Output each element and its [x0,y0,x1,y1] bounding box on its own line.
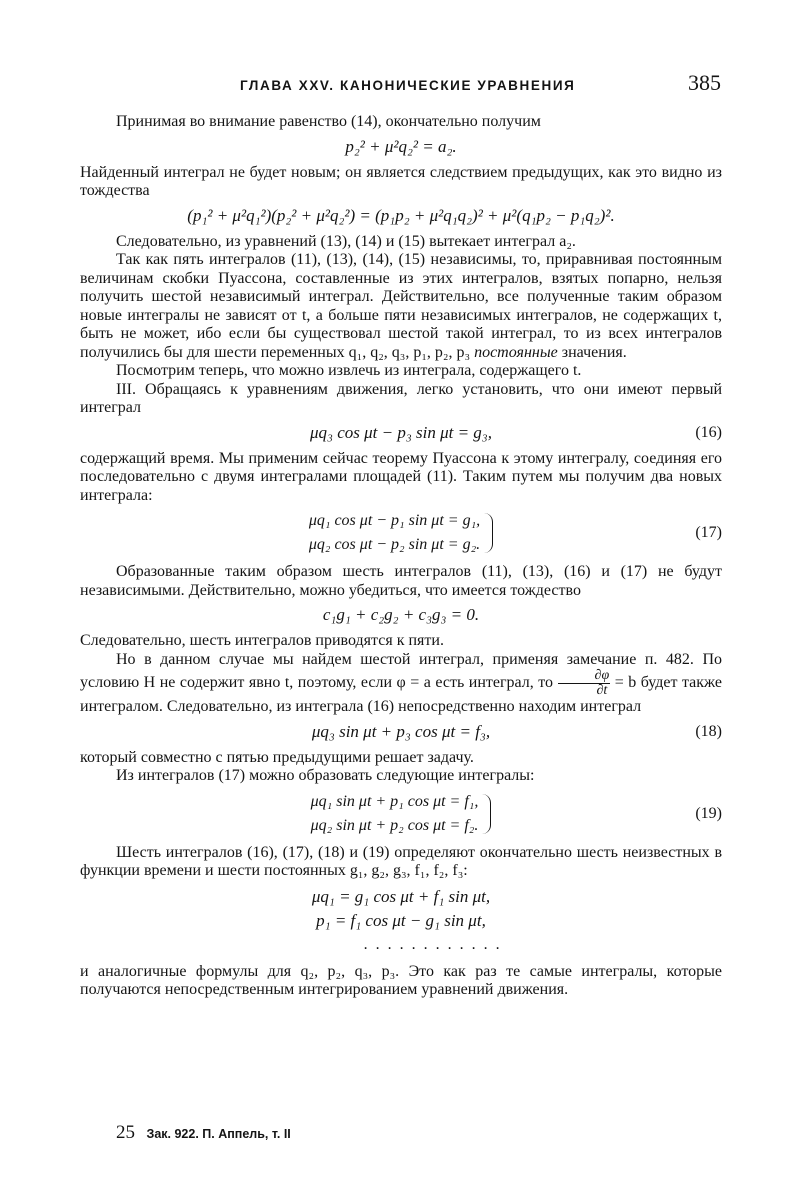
paragraph-text: Так как пять интегралов (11), (13), (14), (15) независимы, то, приравнивая постоянным величинам скобки Пуассона, составленные из этих интегралов, взятых попарно, нельзя получить шестой независимый интеграл. Действительно, все полученные таким образом новые интегралы не зависят от t, а больше пяти независимых интегралов, не содержащих t, быть не может, ибо если бы существовал шестой такой интеграл, то из всех интегралов получились бы для шести переменных q₁, q₂, q₃, p₁, p₂, p₃ [80,251,722,361]
paragraph: который совместно с пятью предыдущими решает задачу. [80,748,474,766]
paragraph-tail: значения. [557,343,627,361]
formula-text: μq₃ sin μt + p₃ cos μt = f₃, [311,721,491,741]
equation-19 [80,790,722,838]
fraction-denominator: ∂t [596,683,608,698]
paragraph: Следовательно, шесть интегралов приводятся к пяти. [80,632,444,649]
paragraph: и аналогичные формулы для q₂, p₂, q₃, p₃. Это как раз те самые интегралы, которые получаются непосредственным интегрированием уравнений движения. [80,962,722,998]
formula-text: (p₁² + μ²q₁²)(p₂² + μ²q₂²) = (p₁p₂ + μ²q₁q₂)² + μ²(q₁p₂ − p₁q₂)². [187,205,615,225]
paragraph-tail: = b будет также интегралом. Следовательно, из интеграла (16) непосредственно находим интеграл [80,674,722,715]
equation-system [309,509,493,557]
paragraph [80,651,722,717]
system-line: μq₂ sin μt + p₂ cos μt = f₂. [310,816,479,834]
formula [80,136,722,158]
equation-17 [80,509,722,557]
paragraph: содержащий время. Мы применим сейчас теорему Пуассона к этому интегралу, соединяя его последовательно с двумя интегралами площадей (11). Таким путем мы получим два новых интеграла: [80,449,722,504]
page-header [0,70,799,104]
paragraph [80,251,722,362]
formula [80,205,722,227]
equation-number: (18) [695,722,722,740]
equation-number: (16) [695,423,722,441]
solution-formulas [80,885,722,957]
page-body [80,113,722,1000]
paragraph: Образованные таким образом шесть интегралов (11), (13), (16) и (17) не будут независимыми. Действительно, можно убедиться, что имеется тождество [80,563,722,599]
right-brace-icon [484,513,493,553]
paragraph: Принимая во внимание равенство (14), окончательно получим [116,113,541,130]
page-number: 385 [688,70,721,95]
system-line: μq₁ cos μt − p₁ sin μt = g₁, [308,512,481,529]
formula-text: c₁g₁ + c₂g₂ + c₃g₃ = 0. [322,605,480,624]
equation-system [311,790,492,838]
equation-number: (19) [695,804,722,822]
partial-derivative-fraction [558,669,611,698]
equation-number: (17) [695,524,722,541]
equation-16 [80,422,722,444]
formula-text: p₂² + μ²q₂² = a₂. [345,136,457,156]
paragraph: Найденный интеграл не будет новым; он является следствием предыдущих, как это видно из тождества [80,163,722,199]
printer-signature: 25 [116,1122,135,1143]
paragraph: Посмотрим теперь, что можно извлечь из интеграла, содержащего t. [116,362,582,379]
system-line: μq₂ cos μt − p₂ sin μt = g₂. [308,536,481,553]
page-footer [116,1122,291,1144]
right-brace-icon [482,794,491,834]
paragraph-text: Но в данном случае мы найдем шестой интеграл, применяя замечание п. 482. По условию H не содержит явно t, поэтому, если φ = a есть интеграл, то [80,650,722,692]
formula-text: p₁ = f₁ cos μt − g₁ sin μt, [316,910,486,930]
running-title: ГЛАВА XXV. КАНОНИЧЕСКИЕ УРАВНЕНИЯ [240,78,576,93]
formula [80,604,722,626]
ellipsis-dots: ............ [364,935,508,953]
paragraph: Шесть интегралов (16), (17), (18) и (19) определяют окончательно шесть неизвестных в функции времени и шести постоянных g₁, g₂, g₃, f₁, f₂, f₃: [80,843,722,879]
imprint-text: Зак. 922. П. Аппель, т. II [146,1127,291,1141]
paragraph: Из интегралов (17) можно образовать следующие интегралы: [116,767,535,784]
formula-text: μq₁ = g₁ cos μt + f₁ sin μt, [311,886,491,906]
fraction-numerator: ∂φ [558,669,611,684]
system-line: μq₁ sin μt + p₁ cos μt = f₁, [310,792,479,810]
paragraph: Следовательно, из уравнений (13), (14) и (15) вытекает интеграл a₂. [116,232,576,250]
paragraph: III. Обращаясь к уравнениям движения, легко установить, что они имеют первый интеграл [80,380,722,416]
emphasis-text: постоянные [474,343,558,361]
equation-18 [80,721,722,743]
formula-text: μq₃ cos μt − p₃ sin μt = g₃, [310,422,492,442]
